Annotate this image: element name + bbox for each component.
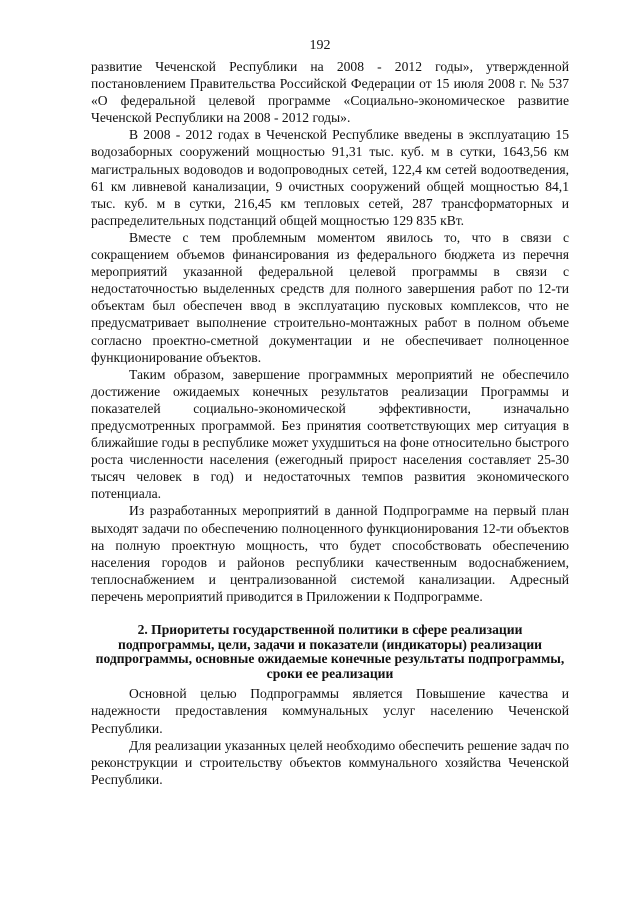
document-body xyxy=(91,58,569,788)
paragraph: Основной целью Подпрограммы является Повышение качества и надежности предоставления коммунальных услуг населению Чеченской Республики. xyxy=(91,686,569,736)
paragraph: Таким образом, завершение программных мероприятий не обеспечило достижение ожидаемых конечных результатов реализации Программы и показателей социально-экономической эффективности, изначально предусмотренных программой. Без принятия соответствующих мер ситуация в ближайшие годы в республике может ухудшиться на фоне относительно быстрого роста численности населения (ежегодный прирост населения составляет 25-30 тысяч человек в год) и недостаточных темпов развития экономического потенциала. xyxy=(91,366,569,502)
paragraph: Из разработанных мероприятий в данной Подпрограмме на первый план выходят задачи по обеспечению полноценного функционирования 12-ти объектов на полную проектную мощность, что будет способствовать обеспечению населения городов и районов республики качественным водоснабжением, теплоснабжением и централизованной системой канализации. Адресный перечень мероприятий приводится в Приложении к Подпрограмме. xyxy=(91,503,569,604)
section-heading: 2. Приоритеты государственной политики в сфере реализации подпрограммы, цели, задачи и показатели (индикаторы) реализации подпрограммы, основные ожидаемые конечные результаты подпрограммы, сроки ее реализации xyxy=(95,622,565,681)
paragraph-continuation: развитие Чеченской Республики на 2008 - 2012 годы», утвержденной постановлением Правительства Российской Федерации от 15 июля 2008 г. № 537 «О федеральной целевой программе «Социально-экономическое развитие Чеченской Республики на 2008 - 2012 годы». xyxy=(91,59,569,126)
page-number: 192 xyxy=(309,38,331,53)
paragraph: Для реализации указанных целей необходимо обеспечить решение задач по реконструкции и строительству объектов коммунального хозяйства Чеченской Республики. xyxy=(91,737,569,787)
paragraph: В 2008 - 2012 годах в Чеченской Республике введены в эксплуатацию 15 водозаборных сооружений мощностью 91,31 тыс. куб. м в сутки, 1643,56 км магистральных водоводов и водопроводных сетей, 122,4 км сетей водоотведения, 61 км ливневой канализации, 9 очистных сооружений общей мощностью 84,1 тыс. куб. м в сутки, 216,45 км тепловых сетей, 287 трансформаторных и распределительных подстанций общей мощностью 129 835 кВт. xyxy=(91,127,569,228)
paragraph: Вместе с тем проблемным моментом явилось то, что в связи с сокращением объемов финансирования из федерального бюджета из перечня мероприятий указанной федеральной целевой программы в связи с недостаточностью выделенных средств для полного завершения работ по 12-ти объектам был обеспечен ввод в эксплуатацию пусковых комплексов, что не предусматривает выполнение строительно-монтажных работ в полном объеме согласно проектно-сметной документации и не обеспечивает полноценное функционирование объектов. xyxy=(91,229,569,365)
